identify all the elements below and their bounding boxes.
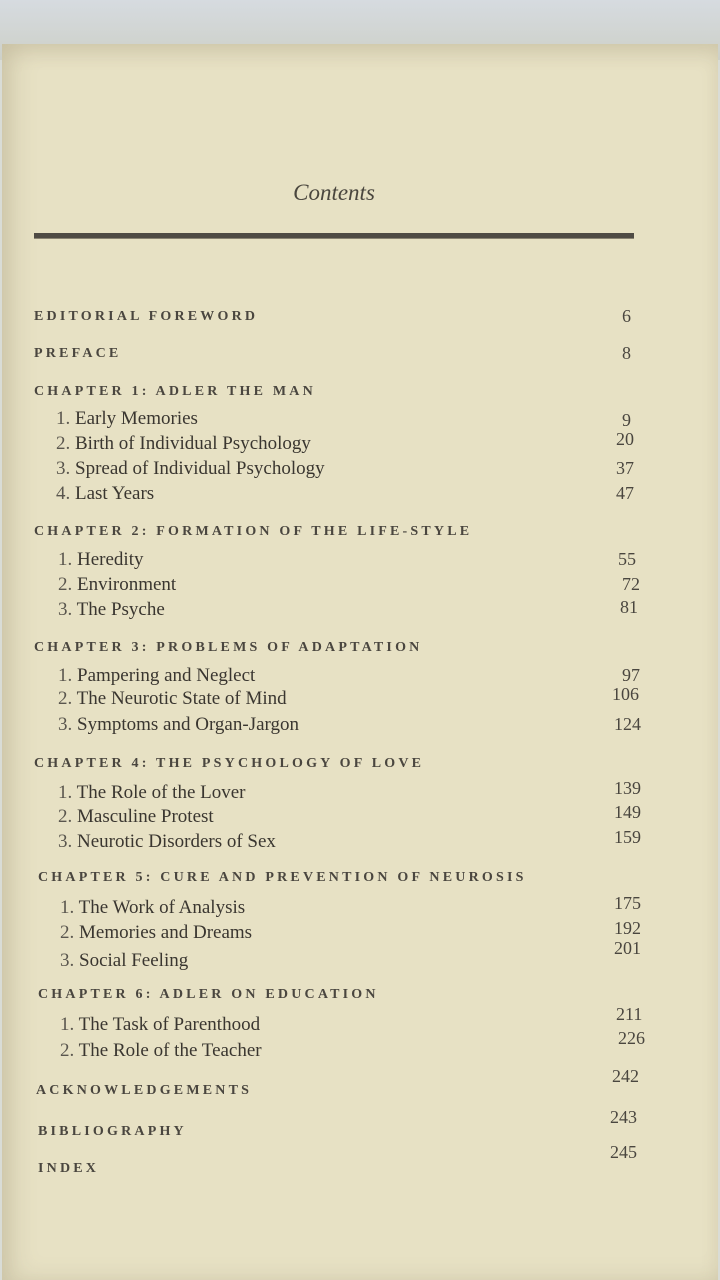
item-title: Spread of Individual Psychology [75, 458, 325, 479]
toc-label: EDITORIAL FOREWORD [34, 309, 259, 324]
toc-label [58, 806, 214, 828]
toc-label [60, 950, 188, 972]
chapter-heading [0, 637, 720, 661]
item-number: 3. [58, 714, 73, 735]
toc-item [0, 938, 720, 974]
toc-label [56, 483, 154, 505]
page-number: 47 [616, 483, 634, 503]
item-number: 2. [58, 688, 73, 709]
toc-item [0, 429, 720, 457]
toc-label [58, 574, 176, 596]
toc-item [0, 827, 720, 855]
chapter-heading [0, 867, 720, 891]
toc-item [0, 599, 720, 623]
toc-item [0, 458, 720, 482]
item-title: Birth of Individual Psychology [75, 433, 311, 454]
page-number: 139 [614, 778, 641, 798]
toc-label [58, 665, 255, 687]
item-title: The Work of Analysis [78, 897, 246, 918]
item-title: Memories and Dreams [79, 922, 253, 943]
toc-item [0, 802, 720, 830]
toc-label [58, 688, 287, 710]
toc-item [0, 408, 720, 432]
toc-label [56, 408, 198, 430]
page-number: 211 [616, 1004, 643, 1024]
page-number: 6 [622, 306, 631, 326]
item-title: Masculine Protest [77, 806, 214, 827]
item-title: Social Feeling [79, 950, 189, 971]
page-number: 226 [618, 1028, 645, 1048]
page-number: 201 [614, 938, 641, 958]
item-title: Early Memories [75, 408, 198, 429]
toc-item [0, 918, 720, 946]
toc-item [0, 574, 720, 598]
page-number: 243 [610, 1107, 637, 1127]
toc-section [0, 1142, 720, 1182]
page-number: 8 [622, 343, 631, 363]
page-number: 124 [614, 714, 641, 734]
item-title: The Task of Parenthood [78, 1014, 261, 1035]
item-title: Pampering and Neglect [77, 665, 256, 686]
page-number: 72 [622, 574, 640, 594]
toc-label: CHAPTER 2: FORMATION OF THE LIFE-STYLE [34, 524, 473, 539]
toc-item [0, 714, 720, 738]
item-title: Neurotic Disorders of Sex [77, 831, 276, 852]
item-number: 1. [58, 665, 73, 686]
toc-label [60, 1040, 262, 1062]
toc-label [60, 897, 245, 919]
page-number: 9 [622, 410, 631, 430]
item-title: The Role of the Teacher [78, 1040, 262, 1061]
item-number: 4. [56, 483, 71, 504]
item-title: Environment [77, 574, 177, 595]
item-number: 2. [58, 574, 73, 595]
item-number: 3. [56, 458, 71, 479]
chapter-heading [0, 984, 720, 1008]
item-title: The Psyche [76, 599, 165, 620]
chapter-heading [0, 753, 720, 777]
page-number: 159 [614, 827, 641, 847]
toc-label [56, 433, 311, 455]
item-number: 1. [58, 782, 73, 803]
toc-label [60, 922, 252, 944]
item-number: 1. [60, 1014, 75, 1035]
toc-item [0, 549, 720, 573]
toc-label: CHAPTER 5: CURE AND PREVENTION OF NEUROSIS [38, 870, 527, 885]
page-number: 192 [614, 918, 641, 938]
page-title: Contents [293, 180, 375, 205]
item-number: 2. [60, 1040, 75, 1061]
toc-label: CHAPTER 3: PROBLEMS OF ADAPTATION [34, 640, 423, 655]
item-number: 1. [58, 549, 73, 570]
page-number: 242 [612, 1066, 639, 1086]
chapter-heading [0, 381, 720, 405]
toc-section [0, 1066, 720, 1104]
toc-item [0, 483, 720, 507]
page-number: 245 [610, 1142, 637, 1162]
toc-section [0, 306, 720, 330]
toc-item [0, 1028, 720, 1064]
item-number: 2. [58, 806, 73, 827]
toc-item [0, 684, 720, 712]
item-number: 1. [56, 408, 71, 429]
toc-item [0, 893, 720, 921]
toc-label: CHAPTER 4: THE PSYCHOLOGY OF LOVE [34, 756, 425, 771]
toc-label: CHAPTER 1: ADLER THE MAN [34, 384, 316, 399]
toc-label [58, 831, 276, 853]
item-number: 3. [58, 599, 73, 620]
chapter-heading [0, 521, 720, 545]
page-number: 81 [620, 597, 638, 617]
page-number: 97 [622, 665, 640, 685]
toc-label: ACKNOWLEDGEMENTS [36, 1083, 253, 1098]
page-number: 175 [614, 893, 641, 913]
page-number: 20 [616, 429, 634, 449]
toc-section [0, 343, 720, 367]
toc-item [0, 778, 720, 806]
toc-label: BIBLIOGRAPHY [38, 1124, 187, 1139]
toc-label [58, 549, 143, 571]
toc-label [58, 782, 246, 804]
toc-label [60, 1014, 260, 1036]
item-number: 2. [56, 433, 71, 454]
item-number: 3. [60, 950, 75, 971]
toc-label [58, 714, 299, 736]
item-number: 3. [58, 831, 73, 852]
page-number: 37 [616, 458, 634, 478]
toc-label: CHAPTER 6: ADLER ON EDUCATION [38, 987, 379, 1002]
toc-label: INDEX [38, 1161, 100, 1176]
item-title: Last Years [75, 483, 155, 504]
toc-label [58, 599, 165, 621]
page-number: 55 [618, 549, 636, 569]
item-number: 2. [60, 922, 75, 943]
page-number: 149 [614, 802, 641, 822]
toc-label [56, 458, 325, 480]
item-number: 1. [60, 897, 75, 918]
toc-label: PREFACE [34, 346, 122, 361]
item-title: The Neurotic State of Mind [76, 688, 287, 709]
toc-item [0, 1004, 720, 1038]
page-number: 106 [612, 684, 639, 704]
item-title: Symptoms and Organ-Jargon [77, 714, 300, 735]
item-title: The Role of the Lover [76, 782, 246, 803]
item-title: Heredity [77, 549, 144, 570]
